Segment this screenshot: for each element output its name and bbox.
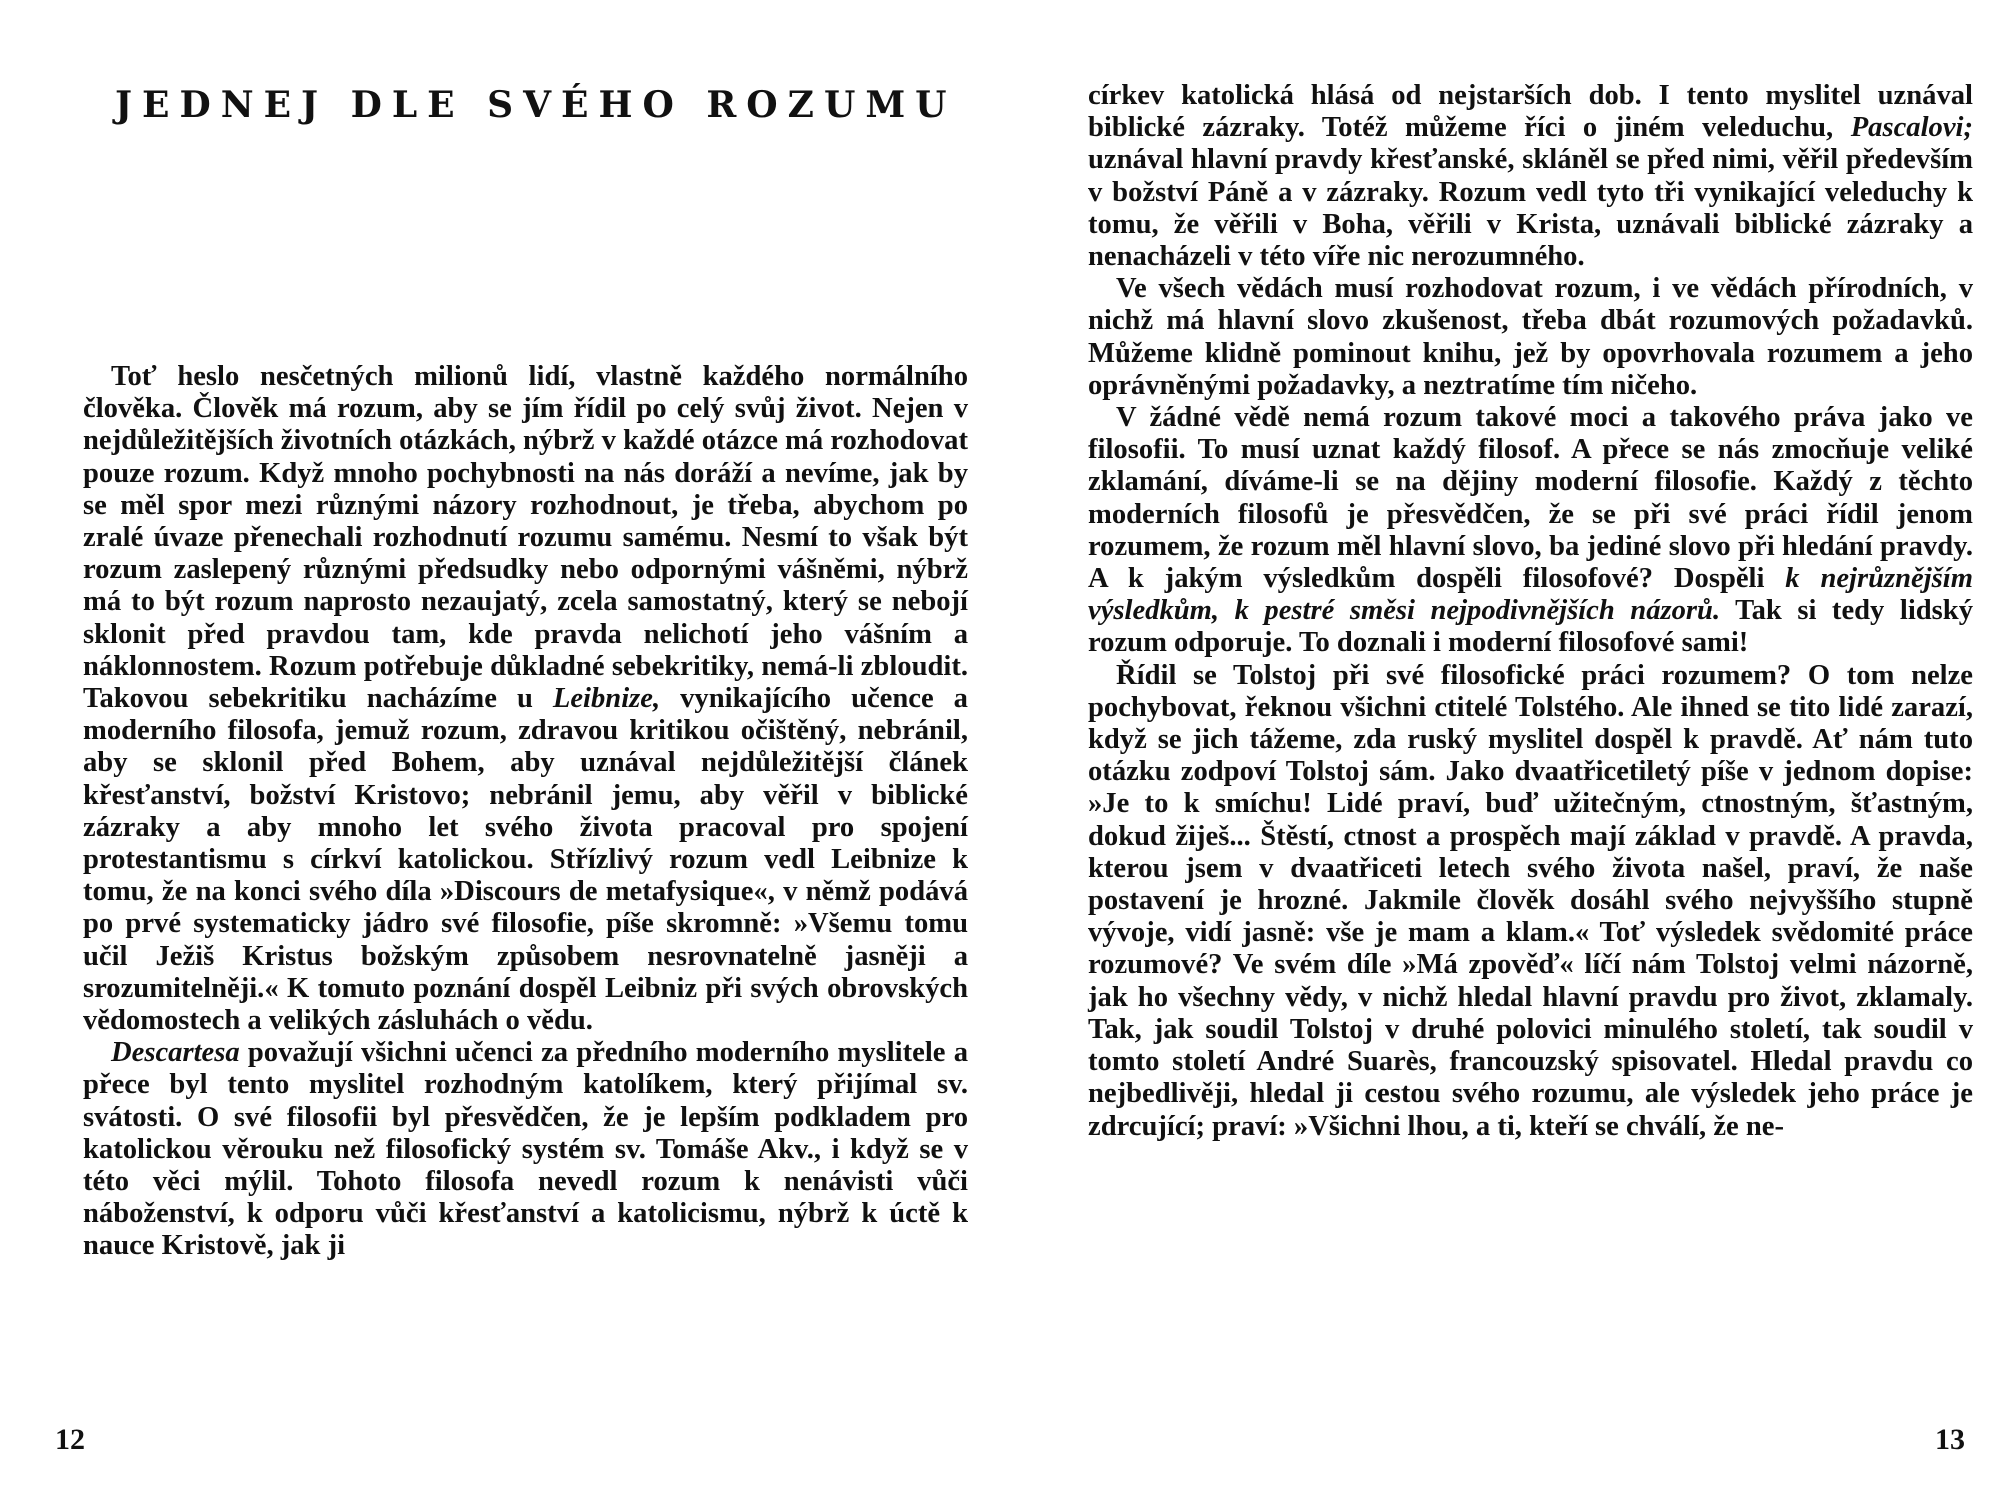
left-page-text	[83, 361, 968, 1263]
italic-name: Leibnize,	[552, 683, 661, 715]
text-run: uznával hlavní pravdy křesťanské, skláněl se před nimi, věřil především v božství Páně a v zázraky. Rozum vedl tyto tři vynikající veleduchy k tomu, že věřili v Boha, věřili v Krista, uznávali biblické zázraky a nenacházeli v této víře nic nerozumného.	[1088, 144, 1973, 273]
italic-emphasis: k nejrůznějším výsledkům, k pestré směsi nejpodivnějších názorů.	[1088, 563, 1973, 627]
italic-name: Pascalovi;	[1850, 112, 1973, 144]
chapter-title: JEDNEJ DLE SVÉHO ROZUMU	[115, 84, 957, 126]
paragraph	[1088, 402, 1973, 660]
paragraph	[1088, 660, 1973, 1143]
left-page	[55, 0, 995, 1500]
text-run: Toť heslo nesčetných milionů lidí, vlastně každého normálního člověka. Člověk má rozum, aby se jím řídil po celý svůj život. Nejen v nejdůležitějších životních otázkách, nýbrž v každé otázce má rozhodovat pouze rozum. Když mnoho pochybnosti na nás doráží a nevíme, jak by se měl spor mezi různými názory rozhodnout, je třeba, abychom po zralé úvaze přenechali rozhodnutí rozumu samému. Nesmí to však být rozum zaslepený různými předsudky nebo odpornými vášněmi, nýbrž má to být rozum naprosto nezaujatý, zcela samostatný, který se nebojí sklonit před pravdou tam, kde pravda nelichotí jeho vášním a náklonnostem. Rozum potřebuje důkladné sebekritiky, nemá-li zbloudit. Takovou sebekritiku nacházíme u	[83, 361, 968, 715]
page-number: 12	[55, 1423, 85, 1456]
text-run: vynikajícího učence a moderního filosofa, jemuž rozum, zdravou kritikou očištěný, nebránil, aby se sklonil před Bohem, aby uznával nejdůležitější článek křesťanství, božství Kristovo; nebránil jemu, aby věřil v biblické zázraky a aby mnoho let svého života pracoval pro spojení protestantismu s církví katolickou. Střízlivý rozum vedl Leibnize k tomu, že na konci svého díla »Discours de metafysique«, v němž podává po prvé systematicky jádro své filosofie, píše skromně: »Všemu tomu učil Ježiš Kristus božským způsobem nesrovnatelně jasněji a srozumitelněji.« K tomuto poznání dospěl Leibniz při svých obrovských vědomostech a velikých zásluhách o vědu.	[83, 683, 968, 1037]
text-run: Tak si tedy lidský rozum odporuje. To doznali i moderní filosofové sami!	[1088, 595, 1973, 659]
italic-name: Descartesa	[111, 1037, 240, 1069]
paragraph	[83, 361, 968, 1037]
text-run: V žádné vědě nemá rozum takové moci a takového práva jako ve filosofii. To musí uznat každý filosof. A přece se nás zmocňuje veliké zklamání, díváme-li se na dějiny moderní filosofie. Každý z těchto moderních filosofů je přesvědčen, že se při své práci řídil jenom rozumem, že rozum měl hlavní slovo, ba jediné slovo při hledání pravdy. A k jakým výsledkům dospěli filosofové? Dospěli	[1088, 402, 1973, 595]
text-run: považují všichni učenci za předního moderního myslitele a přece byl tento myslitel rozhodným katolíkem, který přijímal sv. svátosti. O své filosofii byl přesvědčen, že je lepším podkladem pro katolickou věrouku než filosofický systém sv. Tomáše Akv., i když se v této věci mýlil. Tohoto filosofa nevedl rozum k nenávisti vůči náboženství, k odporu vůči křesťanství a katolicismu, nýbrž k úctě k nauce Kristově, jak ji	[83, 1037, 968, 1262]
right-page-text	[1088, 80, 1973, 1143]
text-run: církev katolická hlásá od nejstarších dob. I tento myslitel uznával biblické zázraky. Totéž můžeme říci o jiném veleduchu,	[1088, 80, 1973, 144]
text-run: Ve všech vědách musí rozhodovat rozum, i ve vědách přírodních, v nichž má hlavní slovo zkušenost, třeba dbát rozumových požadavků. Můžeme klidně pominout knihu, jež by opovrhovala rozumem a jeho oprávněnými požadavky, a neztratíme tím ničeho.	[1088, 273, 1973, 401]
page-number: 13	[1935, 1423, 1965, 1456]
paragraph	[1088, 273, 1973, 402]
right-page	[1060, 0, 2000, 1500]
text-run: Řídil se Tolstoj při své filosofické práci rozumem? O tom nelze pochybovat, řeknou všichni ctitelé Tolstého. Ale ihned se tito lidé zarazí, když se jich tážeme, zda ruský myslitel dospěl k pravdě. Ať nám tuto otázku zodpoví Tolstoj sám. Jako dvaatřicetiletý píše v jednom dopise: »Je to k smíchu! Lidé praví, buď užitečným, ctnostným, šťastným, dokud žiješ... Štěstí, ctnost a prospěch mají základ v pravdě. A pravda, kterou jsem v dvaatřiceti letech svého života našel, praví, že naše postavení je hrozné. Jakmile člověk dosáhl svého nejvyššího stupně vývoje, vidí jasně: vše je mam a klam.« Toť výsledek svědomité práce rozumové? Ve svém díle »Má zpověď« líčí nám Tolstoj velmi názorně, jak ho všechny vědy, v nichž hledal hlavní pravdu pro život, zklamaly. Tak, jak soudil Tolstoj v druhé polovici minulého století, tak soudil v tomto století André Suarès, francouzský spisovatel. Hledal pravdu co nejbedlivěji, hledal ji cestou svého rozumu, ale výsledek jeho práce je zdrcující; praví: »Všichni lhou, a ti, kteří se chválí, že ne-	[1088, 659, 1973, 1142]
paragraph	[83, 1037, 968, 1262]
paragraph	[1088, 80, 1973, 273]
